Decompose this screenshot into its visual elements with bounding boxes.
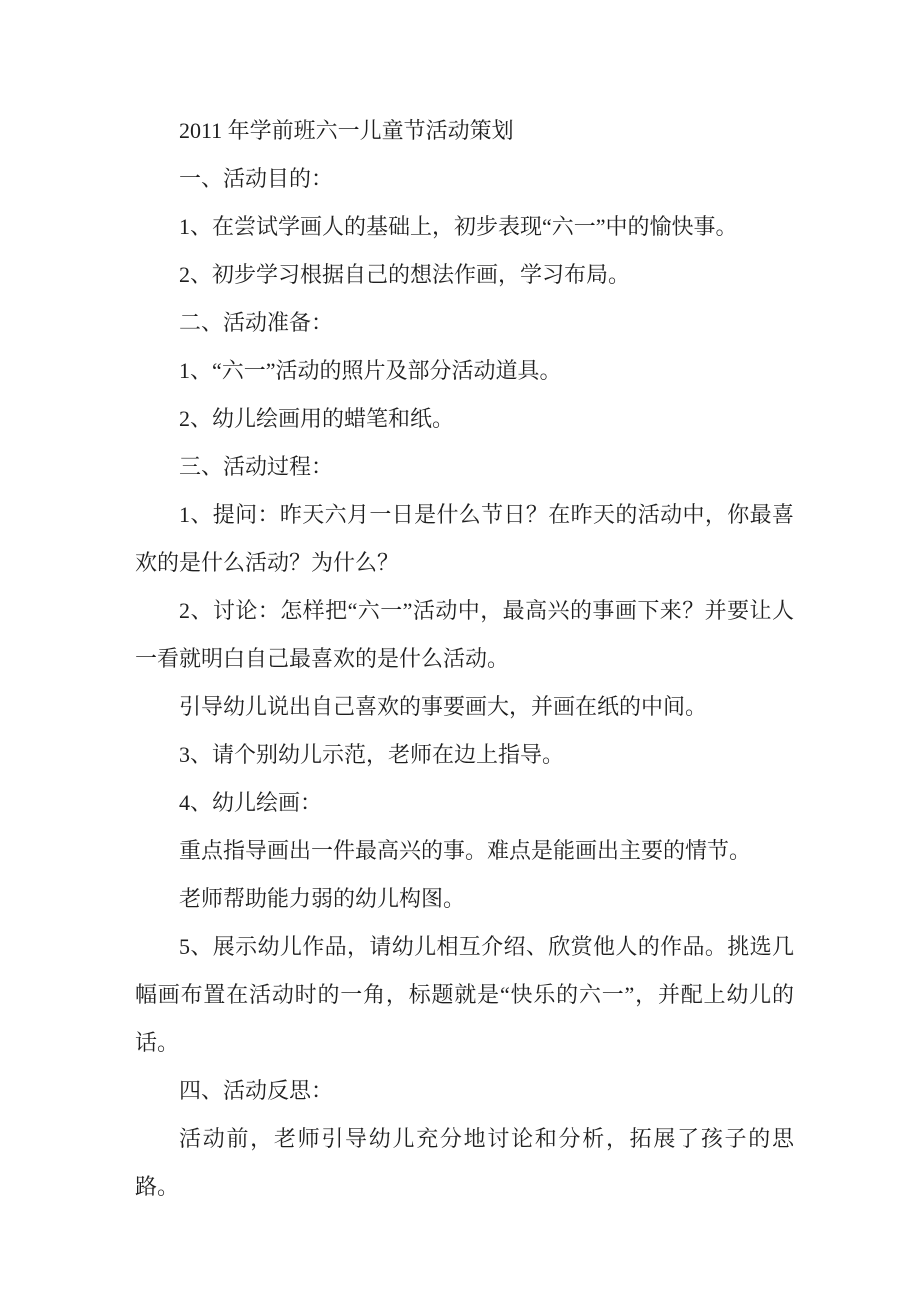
paragraph: 3、请个别幼儿示范，老师在边上指导。 (179, 742, 565, 767)
document-heading: 2011 年学前班六一儿童节活动策划 (179, 118, 514, 143)
paragraph: 老师帮助能力弱的幼儿构图。 (179, 886, 466, 911)
paragraph: 1、“六一”活动的照片及部分活动道具。 (179, 358, 562, 383)
paragraph: 2、幼儿绘画用的蜡笔和纸。 (179, 406, 455, 431)
paragraph-section-3-title: 三、活动过程： (179, 454, 334, 479)
paragraph: 5、展示幼儿作品，请幼儿相互介绍、欣赏他人的作品。挑选几幅画布置在活动时的一角，标题就是“快乐的六一”，并配上幼儿的话。 (135, 934, 794, 1055)
document-body (135, 107, 794, 1211)
paragraph: 引导幼儿说出自己喜欢的事要画大，并画在纸的中间。 (179, 694, 708, 719)
paragraph: 1、在尝试学画人的基础上，初步表现“六一”中的愉快事。 (179, 214, 738, 239)
paragraph: 重点指导画出一件最高兴的事。难点是能画出主要的情节。 (179, 838, 752, 863)
paragraph-section-2-title: 二、活动准备： (179, 310, 334, 335)
paragraph-section-1-title: 一、活动目的： (179, 166, 334, 191)
paragraph-section-4-title: 四、活动反思： (179, 1078, 334, 1103)
paragraph: 活动前，老师引导幼儿充分地讨论和分析，拓展了孩子的思路。 (135, 1126, 794, 1199)
paragraph: 2、讨论：怎样把“六一”活动中，最高兴的事画下来？并要让人一看就明白自己最喜欢的是什么活动。 (135, 598, 794, 671)
paragraph: 1、提问：昨天六月一日是什么节日？在昨天的活动中，你最喜欢的是什么活动？为什么？ (135, 502, 794, 575)
paragraph: 4、幼儿绘画： (179, 790, 323, 815)
paragraph: 2、初步学习根据自己的想法作画，学习布局。 (179, 262, 631, 287)
